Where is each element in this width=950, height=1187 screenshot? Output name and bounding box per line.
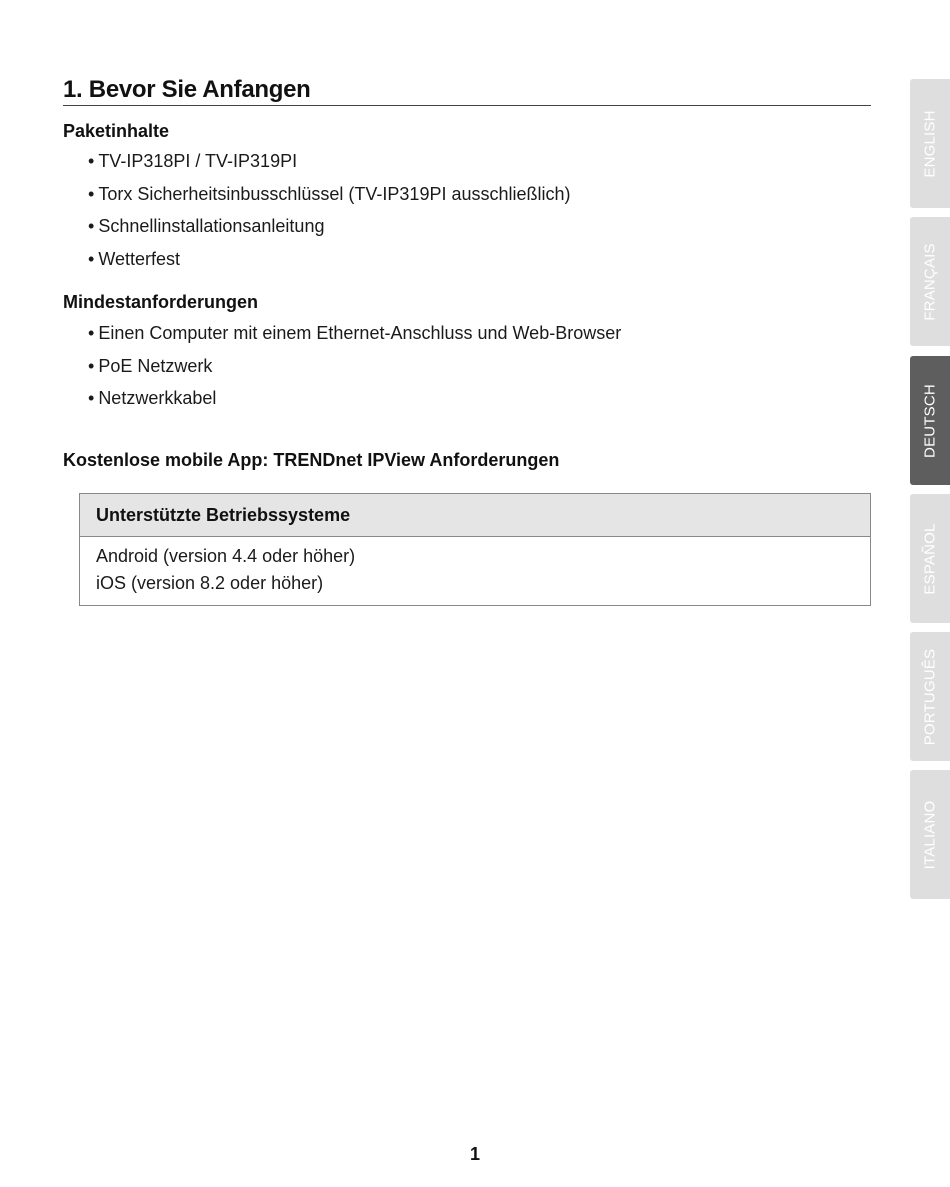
list-item: • PoE Netzwerk xyxy=(88,355,621,388)
tab-label: DEUTSCH xyxy=(921,383,939,458)
tab-label: ENGLISH xyxy=(921,109,939,178)
language-tabs xyxy=(910,0,950,1187)
tab-label: PORTUGUÊS xyxy=(921,648,939,745)
tab-francais[interactable] xyxy=(910,217,950,346)
list-item: • Torx Sicherheitsinbusschlüssel (TV-IP319PI ausschließlich) xyxy=(88,183,571,216)
tab-espanol[interactable] xyxy=(910,494,950,623)
supported-os-table xyxy=(79,493,871,606)
package-contents-list xyxy=(88,150,571,280)
tab-english[interactable] xyxy=(910,79,950,208)
list-item: • Netzwerkkabel xyxy=(88,387,621,420)
title-divider xyxy=(63,105,871,106)
page-title: 1. Bevor Sie Anfangen xyxy=(63,76,311,103)
tab-italiano[interactable] xyxy=(910,770,950,899)
tab-deutsch[interactable] xyxy=(910,356,950,485)
table-body xyxy=(80,537,870,605)
tab-label: ITALIANO xyxy=(921,800,939,869)
table-row: Android (version 4.4 oder höher) xyxy=(96,546,356,566)
requirements-title: Mindestanforderungen xyxy=(63,292,259,312)
list-item: • Wetterfest xyxy=(88,248,571,281)
list-item: • TV-IP318PI / TV-IP319PI xyxy=(88,150,571,183)
page-number: 1 xyxy=(469,1144,480,1164)
requirements-list xyxy=(88,322,621,420)
list-item: • Einen Computer mit einem Ethernet-Anschluss und Web-Browser xyxy=(88,322,621,355)
tab-portugues[interactable] xyxy=(910,632,950,761)
package-contents-title: Paketinhalte xyxy=(63,121,170,141)
list-item: • Schnellinstallationsanleitung xyxy=(88,215,571,248)
tab-label: FRANÇAIS xyxy=(921,242,939,321)
table-header: Unterstützte Betriebssysteme xyxy=(80,494,870,537)
mobile-app-title: Kostenlose mobile App: TRENDnet IPView Anforderungen xyxy=(63,450,560,470)
table-row: iOS (version 8.2 oder höher) xyxy=(96,573,324,593)
tab-label: ESPAÑOL xyxy=(921,522,939,595)
